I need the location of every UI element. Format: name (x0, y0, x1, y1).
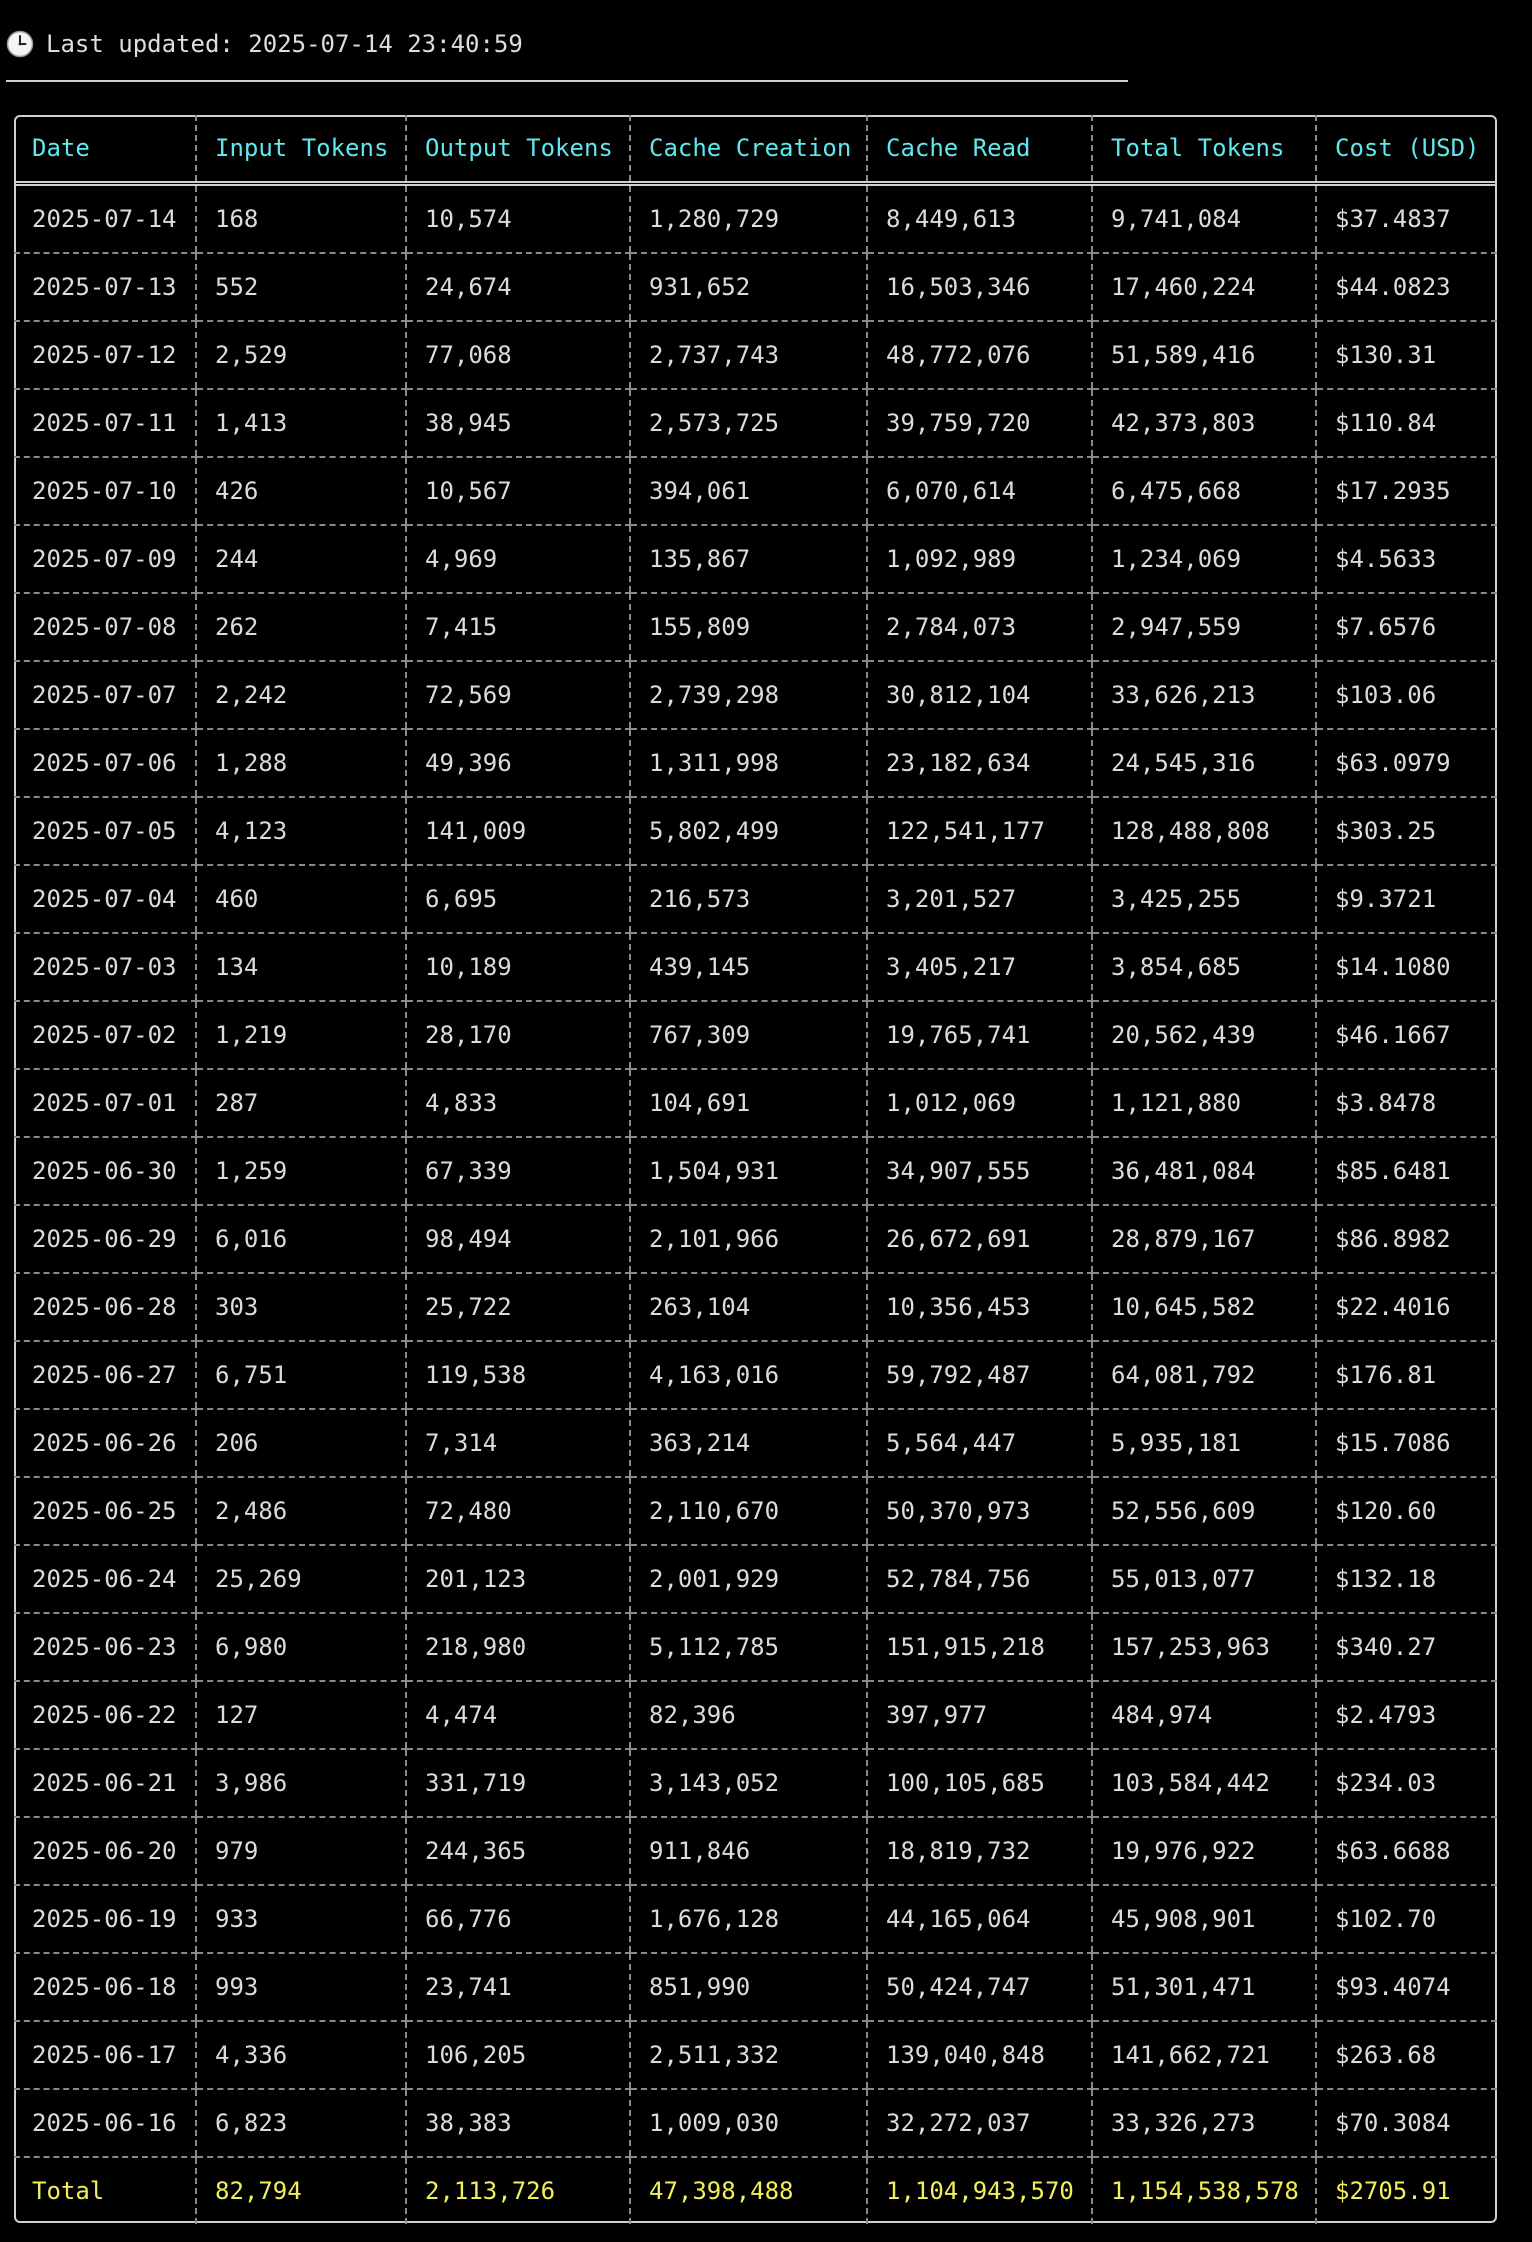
cell-output-tokens: 72,480 (406, 1477, 630, 1545)
header-output-tokens: Output Tokens (406, 115, 630, 184)
total-cell-input-tokens: 82,794 (196, 2157, 406, 2224)
clock-icon (6, 30, 34, 58)
cell-cost: $110.84 (1316, 389, 1497, 457)
cell-cache-read: 6,070,614 (867, 457, 1092, 525)
cell-cache-creation: 851,990 (630, 1953, 867, 2021)
cell-input-tokens: 1,259 (196, 1137, 406, 1205)
table-row (14, 1409, 1497, 1477)
cell-cost: $9.3721 (1316, 865, 1497, 933)
cell-cache-read: 2,784,073 (867, 593, 1092, 661)
cell-date: 2025-07-05 (14, 797, 196, 865)
cell-output-tokens: 38,945 (406, 389, 630, 457)
cell-date: 2025-06-28 (14, 1273, 196, 1341)
cell-total-tokens: 2,947,559 (1092, 593, 1316, 661)
cell-input-tokens: 933 (196, 1885, 406, 1953)
cell-date: 2025-06-27 (14, 1341, 196, 1409)
cell-total-tokens: 24,545,316 (1092, 729, 1316, 797)
cell-cache-creation: 216,573 (630, 865, 867, 933)
cell-date: 2025-06-16 (14, 2089, 196, 2157)
cell-output-tokens: 244,365 (406, 1817, 630, 1885)
cell-total-tokens: 3,854,685 (1092, 933, 1316, 1001)
cell-date: 2025-07-07 (14, 661, 196, 729)
cell-cost: $234.03 (1316, 1749, 1497, 1817)
cell-cache-read: 139,040,848 (867, 2021, 1092, 2089)
cell-total-tokens: 484,974 (1092, 1681, 1316, 1749)
cell-input-tokens: 993 (196, 1953, 406, 2021)
cell-cache-creation: 1,504,931 (630, 1137, 867, 1205)
table-row (14, 2089, 1497, 2157)
cell-cost: $85.6481 (1316, 1137, 1497, 1205)
divider (6, 80, 1128, 82)
cell-date: 2025-07-06 (14, 729, 196, 797)
cell-input-tokens: 168 (196, 184, 406, 254)
cell-cache-read: 50,424,747 (867, 1953, 1092, 2021)
total-cell-cache-creation: 47,398,488 (630, 2157, 867, 2224)
cell-input-tokens: 287 (196, 1069, 406, 1137)
table-row (14, 593, 1497, 661)
cell-cache-read: 59,792,487 (867, 1341, 1092, 1409)
cell-output-tokens: 218,980 (406, 1613, 630, 1681)
cell-input-tokens: 552 (196, 253, 406, 321)
cell-output-tokens: 7,415 (406, 593, 630, 661)
cell-cache-read: 52,784,756 (867, 1545, 1092, 1613)
cell-output-tokens: 28,170 (406, 1001, 630, 1069)
cell-date: 2025-06-21 (14, 1749, 196, 1817)
cell-date: 2025-06-30 (14, 1137, 196, 1205)
cell-cost: $14.1080 (1316, 933, 1497, 1001)
cell-cache-read: 44,165,064 (867, 1885, 1092, 1953)
cell-cache-read: 23,182,634 (867, 729, 1092, 797)
cell-output-tokens: 66,776 (406, 1885, 630, 1953)
cell-output-tokens: 72,569 (406, 661, 630, 729)
cell-cache-read: 10,356,453 (867, 1273, 1092, 1341)
cell-cache-read: 18,819,732 (867, 1817, 1092, 1885)
table-row (14, 253, 1497, 321)
table-row (14, 1273, 1497, 1341)
cell-output-tokens: 77,068 (406, 321, 630, 389)
cell-date: 2025-06-26 (14, 1409, 196, 1477)
cell-date: 2025-07-04 (14, 865, 196, 933)
table-row (14, 389, 1497, 457)
table-row (14, 729, 1497, 797)
cell-total-tokens: 9,741,084 (1092, 184, 1316, 254)
cell-cost: $37.4837 (1316, 184, 1497, 254)
cell-output-tokens: 67,339 (406, 1137, 630, 1205)
cell-cache-creation: 767,309 (630, 1001, 867, 1069)
cell-date: 2025-07-03 (14, 933, 196, 1001)
cell-date: 2025-06-19 (14, 1885, 196, 1953)
cell-output-tokens: 4,474 (406, 1681, 630, 1749)
cell-cost: $130.31 (1316, 321, 1497, 389)
cell-cache-creation: 2,739,298 (630, 661, 867, 729)
cell-date: 2025-07-10 (14, 457, 196, 525)
table-row (14, 1001, 1497, 1069)
cell-input-tokens: 1,413 (196, 389, 406, 457)
cell-cache-read: 100,105,685 (867, 1749, 1092, 1817)
header-row (14, 115, 1497, 184)
cell-cache-creation: 155,809 (630, 593, 867, 661)
cell-cache-read: 397,977 (867, 1681, 1092, 1749)
cell-output-tokens: 25,722 (406, 1273, 630, 1341)
cell-total-tokens: 1,234,069 (1092, 525, 1316, 593)
cell-cache-creation: 5,112,785 (630, 1613, 867, 1681)
cell-input-tokens: 206 (196, 1409, 406, 1477)
table-row (14, 797, 1497, 865)
table-row (14, 1817, 1497, 1885)
cell-cost: $22.4016 (1316, 1273, 1497, 1341)
cell-cost: $86.8982 (1316, 1205, 1497, 1273)
cell-cost: $15.7086 (1316, 1409, 1497, 1477)
cell-cost: $63.6688 (1316, 1817, 1497, 1885)
cell-output-tokens: 38,383 (406, 2089, 630, 2157)
cell-total-tokens: 51,301,471 (1092, 1953, 1316, 2021)
cell-total-tokens: 128,488,808 (1092, 797, 1316, 865)
cell-total-tokens: 17,460,224 (1092, 253, 1316, 321)
cell-cache-read: 8,449,613 (867, 184, 1092, 254)
header-input-tokens: Input Tokens (196, 115, 406, 184)
cell-cache-creation: 82,396 (630, 1681, 867, 1749)
cell-cost: $7.6576 (1316, 593, 1497, 661)
cell-input-tokens: 25,269 (196, 1545, 406, 1613)
cell-output-tokens: 106,205 (406, 2021, 630, 2089)
cell-cache-creation: 439,145 (630, 933, 867, 1001)
table-row (14, 1341, 1497, 1409)
cell-cache-creation: 4,163,016 (630, 1341, 867, 1409)
table-row (14, 1069, 1497, 1137)
cell-total-tokens: 1,121,880 (1092, 1069, 1316, 1137)
cell-output-tokens: 98,494 (406, 1205, 630, 1273)
cell-output-tokens: 24,674 (406, 253, 630, 321)
usage-table (14, 115, 1497, 2224)
cell-cache-creation: 263,104 (630, 1273, 867, 1341)
cell-input-tokens: 127 (196, 1681, 406, 1749)
cell-total-tokens: 10,645,582 (1092, 1273, 1316, 1341)
cell-cost: $340.27 (1316, 1613, 1497, 1681)
cell-date: 2025-07-12 (14, 321, 196, 389)
header-cost: Cost (USD) (1316, 115, 1497, 184)
cell-total-tokens: 42,373,803 (1092, 389, 1316, 457)
header-cache-creation: Cache Creation (630, 115, 867, 184)
cell-cost: $63.0979 (1316, 729, 1497, 797)
cell-input-tokens: 244 (196, 525, 406, 593)
cell-total-tokens: 5,935,181 (1092, 1409, 1316, 1477)
cell-cost: $176.81 (1316, 1341, 1497, 1409)
table-row (14, 1545, 1497, 1613)
cell-input-tokens: 1,288 (196, 729, 406, 797)
cell-cache-creation: 394,061 (630, 457, 867, 525)
cell-cache-creation: 911,846 (630, 1817, 867, 1885)
cell-input-tokens: 6,751 (196, 1341, 406, 1409)
header-cache-read: Cache Read (867, 115, 1092, 184)
cell-cache-creation: 2,101,966 (630, 1205, 867, 1273)
cell-cache-creation: 2,573,725 (630, 389, 867, 457)
cell-date: 2025-06-18 (14, 1953, 196, 2021)
table-row (14, 661, 1497, 729)
cell-cost: $132.18 (1316, 1545, 1497, 1613)
cell-cache-creation: 1,676,128 (630, 1885, 867, 1953)
table-row (14, 2021, 1497, 2089)
cell-input-tokens: 6,016 (196, 1205, 406, 1273)
cell-total-tokens: 3,425,255 (1092, 865, 1316, 933)
cell-date: 2025-07-01 (14, 1069, 196, 1137)
cell-cache-read: 5,564,447 (867, 1409, 1092, 1477)
cell-cache-read: 26,672,691 (867, 1205, 1092, 1273)
cell-cache-creation: 2,110,670 (630, 1477, 867, 1545)
cell-input-tokens: 426 (196, 457, 406, 525)
total-cell-date: Total (32, 2177, 105, 2205)
cell-cache-read: 16,503,346 (867, 253, 1092, 321)
cell-output-tokens: 10,567 (406, 457, 630, 525)
last-updated-status (6, 26, 523, 62)
table-row (14, 525, 1497, 593)
cell-date: 2025-06-29 (14, 1205, 196, 1273)
cell-cost: $17.2935 (1316, 457, 1497, 525)
cell-cache-creation: 2,511,332 (630, 2021, 867, 2089)
table-row (14, 1749, 1497, 1817)
cell-cache-read: 30,812,104 (867, 661, 1092, 729)
table-row (14, 184, 1497, 254)
last-updated-text: Last updated: 2025-07-14 23:40:59 (46, 30, 523, 58)
cell-cache-read: 1,012,069 (867, 1069, 1092, 1137)
cell-output-tokens: 4,833 (406, 1069, 630, 1137)
table-row (14, 321, 1497, 389)
cell-cache-read: 48,772,076 (867, 321, 1092, 389)
cell-cost: $93.4074 (1316, 1953, 1497, 2021)
cell-date: 2025-06-20 (14, 1817, 196, 1885)
cell-cache-read: 151,915,218 (867, 1613, 1092, 1681)
cell-cache-creation: 2,737,743 (630, 321, 867, 389)
cell-date: 2025-06-23 (14, 1613, 196, 1681)
total-cell-output-tokens: 2,113,726 (406, 2157, 630, 2224)
cell-total-tokens: 55,013,077 (1092, 1545, 1316, 1613)
total-row (14, 2157, 1497, 2224)
cell-cache-read: 34,907,555 (867, 1137, 1092, 1205)
cell-total-tokens: 45,908,901 (1092, 1885, 1316, 1953)
cell-output-tokens: 7,314 (406, 1409, 630, 1477)
cell-cache-creation: 5,802,499 (630, 797, 867, 865)
cell-total-tokens: 6,475,668 (1092, 457, 1316, 525)
cell-total-tokens: 141,662,721 (1092, 2021, 1316, 2089)
cell-total-tokens: 33,626,213 (1092, 661, 1316, 729)
cell-total-tokens: 103,584,442 (1092, 1749, 1316, 1817)
table-row (14, 457, 1497, 525)
table-row (14, 1137, 1497, 1205)
cell-input-tokens: 6,980 (196, 1613, 406, 1681)
table-row (14, 865, 1497, 933)
cell-total-tokens: 64,081,792 (1092, 1341, 1316, 1409)
cell-cache-read: 3,201,527 (867, 865, 1092, 933)
cell-input-tokens: 2,486 (196, 1477, 406, 1545)
cell-date: 2025-06-17 (14, 2021, 196, 2089)
table-row (14, 1613, 1497, 1681)
cell-date: 2025-07-13 (14, 253, 196, 321)
cell-date: 2025-07-09 (14, 525, 196, 593)
cell-output-tokens: 201,123 (406, 1545, 630, 1613)
cell-output-tokens: 4,969 (406, 525, 630, 593)
table-row (14, 1477, 1497, 1545)
cell-output-tokens: 10,574 (406, 184, 630, 254)
cell-cache-creation: 1,280,729 (630, 184, 867, 254)
cell-cache-creation: 931,652 (630, 253, 867, 321)
cell-input-tokens: 460 (196, 865, 406, 933)
cell-output-tokens: 141,009 (406, 797, 630, 865)
cell-total-tokens: 19,976,922 (1092, 1817, 1316, 1885)
cell-input-tokens: 979 (196, 1817, 406, 1885)
cell-cache-creation: 1,311,998 (630, 729, 867, 797)
table-row (14, 1885, 1497, 1953)
cell-total-tokens: 33,326,273 (1092, 2089, 1316, 2157)
header-date: Date (14, 115, 196, 184)
cell-cost: $102.70 (1316, 1885, 1497, 1953)
cell-output-tokens: 49,396 (406, 729, 630, 797)
cell-cost: $103.06 (1316, 661, 1497, 729)
cell-output-tokens: 23,741 (406, 1953, 630, 2021)
cell-cache-read: 39,759,720 (867, 389, 1092, 457)
cell-date: 2025-07-08 (14, 593, 196, 661)
cell-total-tokens: 28,879,167 (1092, 1205, 1316, 1273)
cell-input-tokens: 4,123 (196, 797, 406, 865)
cell-cache-read: 3,405,217 (867, 933, 1092, 1001)
cell-cache-read: 122,541,177 (867, 797, 1092, 865)
cell-date: 2025-07-11 (14, 389, 196, 457)
cell-input-tokens: 4,336 (196, 2021, 406, 2089)
cell-cache-creation: 363,214 (630, 1409, 867, 1477)
table-row (14, 933, 1497, 1001)
cell-output-tokens: 331,719 (406, 1749, 630, 1817)
cell-cost: $263.68 (1316, 2021, 1497, 2089)
cell-cost: $303.25 (1316, 797, 1497, 865)
cell-cache-read: 19,765,741 (867, 1001, 1092, 1069)
cell-cost: $3.8478 (1316, 1069, 1497, 1137)
cell-cache-creation: 3,143,052 (630, 1749, 867, 1817)
cell-cost: $4.5633 (1316, 525, 1497, 593)
cell-cache-read: 32,272,037 (867, 2089, 1092, 2157)
total-cell-total-tokens: 1,154,538,578 (1092, 2157, 1316, 2224)
cell-input-tokens: 303 (196, 1273, 406, 1341)
cell-cache-creation: 1,009,030 (630, 2089, 867, 2157)
cell-date: 2025-07-02 (14, 1001, 196, 1069)
cell-date: 2025-06-24 (14, 1545, 196, 1613)
cell-date: 2025-06-25 (14, 1477, 196, 1545)
cell-input-tokens: 1,219 (196, 1001, 406, 1069)
cell-date: 2025-07-14 (14, 184, 196, 254)
cell-cost: $2.4793 (1316, 1681, 1497, 1749)
cell-cache-read: 50,370,973 (867, 1477, 1092, 1545)
cell-input-tokens: 262 (196, 593, 406, 661)
cell-total-tokens: 52,556,609 (1092, 1477, 1316, 1545)
cell-total-tokens: 20,562,439 (1092, 1001, 1316, 1069)
table-row (14, 1953, 1497, 2021)
cell-total-tokens: 157,253,963 (1092, 1613, 1316, 1681)
cell-cache-creation: 104,691 (630, 1069, 867, 1137)
cell-total-tokens: 51,589,416 (1092, 321, 1316, 389)
cell-cost: $120.60 (1316, 1477, 1497, 1545)
cell-cost: $44.0823 (1316, 253, 1497, 321)
total-cell-cost: $2705.91 (1316, 2157, 1497, 2224)
cell-cost: $70.3084 (1316, 2089, 1497, 2157)
table-row (14, 1681, 1497, 1749)
cell-output-tokens: 6,695 (406, 865, 630, 933)
cell-cache-read: 1,092,989 (867, 525, 1092, 593)
cell-cache-creation: 2,001,929 (630, 1545, 867, 1613)
cell-cost: $46.1667 (1316, 1001, 1497, 1069)
cell-output-tokens: 10,189 (406, 933, 630, 1001)
cell-output-tokens: 119,538 (406, 1341, 630, 1409)
cell-total-tokens: 36,481,084 (1092, 1137, 1316, 1205)
table-row (14, 1205, 1497, 1273)
cell-input-tokens: 6,823 (196, 2089, 406, 2157)
cell-input-tokens: 134 (196, 933, 406, 1001)
total-cell-cache-read: 1,104,943,570 (867, 2157, 1092, 2224)
cell-input-tokens: 3,986 (196, 1749, 406, 1817)
cell-input-tokens: 2,529 (196, 321, 406, 389)
cell-input-tokens: 2,242 (196, 661, 406, 729)
cell-date: 2025-06-22 (14, 1681, 196, 1749)
cell-cache-creation: 135,867 (630, 525, 867, 593)
header-total-tokens: Total Tokens (1092, 115, 1316, 184)
